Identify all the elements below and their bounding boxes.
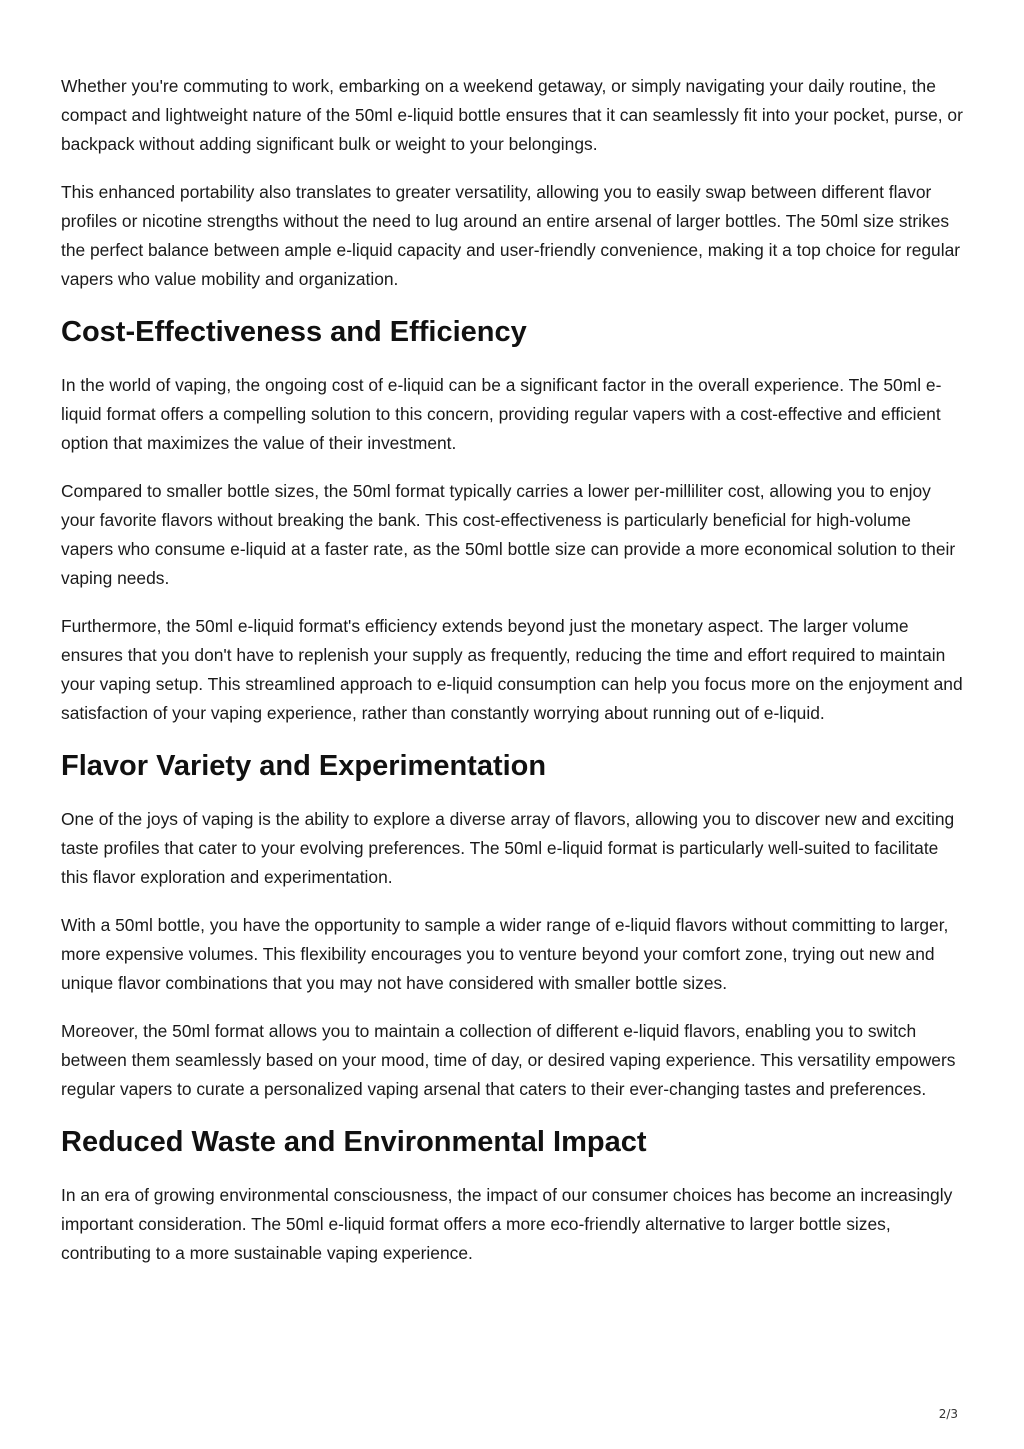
paragraph-intro-1: Whether you're commuting to work, embarking on a weekend getaway, or simply navigating your daily routine, the compact and lightweight nature of the 50ml e-liquid bottle ensures that it can seamlessly fit into your pocket, purse, or backpack without adding significant bulk or weight to your belongings. bbox=[61, 76, 963, 154]
paragraph-flavor-1: One of the joys of vaping is the ability to explore a diverse array of flavors, allowing you to discover new and exciting taste profiles that cater to your evolving preferences. The 50ml e-liquid format is particularly well-suited to facilitate this flavor exploration and experimentation. bbox=[61, 809, 955, 887]
paragraph-waste-1: In an era of growing environmental consciousness, the impact of our consumer choices has become an increasingly important consideration. The 50ml e-liquid format offers a more eco-friendly alternative to larger bottle sizes, contributing to a more sustainable vaping experience. bbox=[61, 1185, 953, 1263]
heading-reduced-waste: Reduced Waste and Environmental Impact bbox=[61, 1126, 647, 1158]
paragraph-intro-2: This enhanced portability also translates to greater versatility, allowing you to easily swap between different flavor profiles or nicotine strengths without the need to lug around an entire arsenal of larger bottles. The 50ml size strikes the perfect balance between ample e-liquid capacity and user-friendly convenience, making it a top choice for regular vapers who value mobility and organization. bbox=[61, 182, 961, 289]
heading-flavor-variety: Flavor Variety and Experimentation bbox=[61, 750, 547, 782]
document-body bbox=[61, 72, 966, 1287]
paragraph-flavor-2: With a 50ml bottle, you have the opportunity to sample a wider range of e-liquid flavors without committing to larger, more expensive volumes. This flexibility encourages you to venture beyond your comfort zone, trying out new and unique flavor combinations that you may not have considered with smaller bottle sizes. bbox=[61, 915, 949, 993]
paragraph-cost-2: Compared to smaller bottle sizes, the 50ml format typically carries a lower per-milliliter cost, allowing you to enjoy your favorite flavors without breaking the bank. This cost-effectiveness is particularly beneficial for high-volume vapers who consume e-liquid at a faster rate, as the 50ml bottle size can provide a more economical solution to their vaping needs. bbox=[61, 481, 956, 588]
paragraph-flavor-3: Moreover, the 50ml format allows you to maintain a collection of different e-liquid flavors, enabling you to switch between them seamlessly based on your mood, time of day, or desired vaping experience. This versatility empowers regular vapers to curate a personalized vaping arsenal that caters to their ever-changing tastes and preferences. bbox=[61, 1021, 956, 1099]
page-number: 2/3 bbox=[938, 1407, 958, 1421]
heading-cost-effectiveness: Cost-Effectiveness and Efficiency bbox=[61, 316, 527, 348]
paragraph-cost-1: In the world of vaping, the ongoing cost of e-liquid can be a significant factor in the overall experience. The 50ml e-liquid format offers a compelling solution to this concern, providing regular vapers with a cost-effective and efficient option that maximizes the value of their investment. bbox=[61, 375, 942, 453]
paragraph-cost-3: Furthermore, the 50ml e-liquid format's efficiency extends beyond just the monetary aspect. The larger volume ensures that you don't have to replenish your supply as frequently, reducing the time and effort required to maintain your vaping setup. This streamlined approach to e-liquid consumption can help you focus more on the enjoyment and satisfaction of your vaping experience, rather than constantly worrying about running out of e-liquid. bbox=[61, 616, 963, 723]
